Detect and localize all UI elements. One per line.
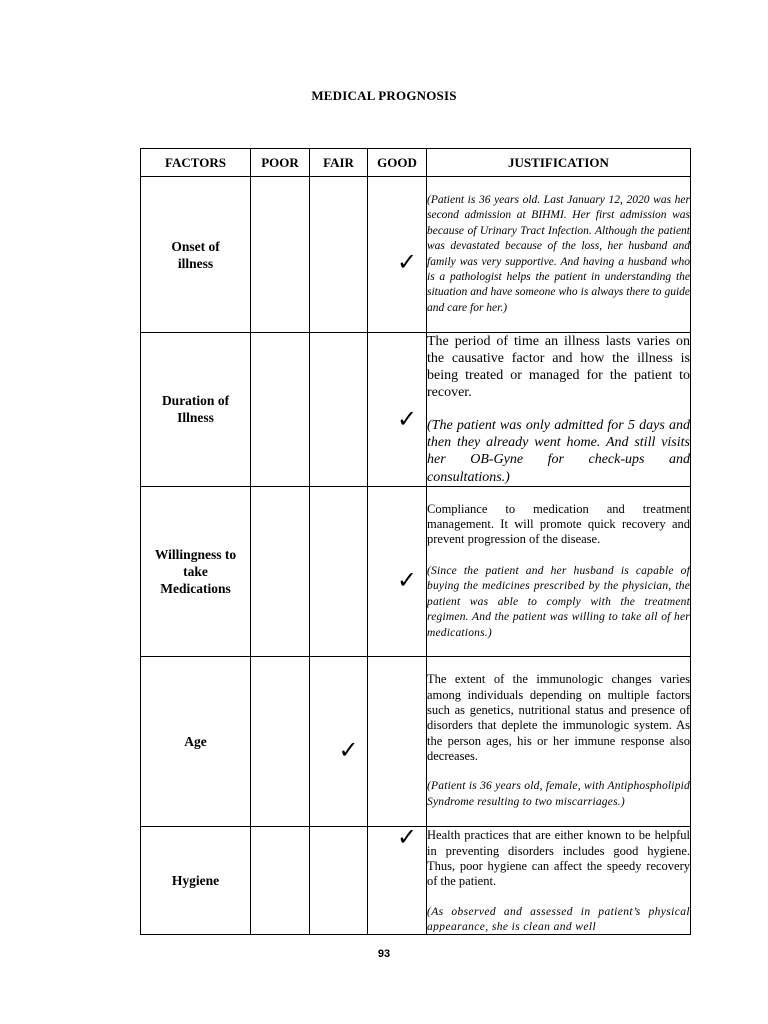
factor-line: Onset of	[171, 238, 220, 254]
justification-note: (The patient was only admitted for 5 days and then they already went home. And still visits her OB-Gyne for check-ups and consultations.)	[427, 418, 690, 485]
justification-note: (Since the patient and her husband is capable of buying the medicines prescribed by the physician, the patient was able to comply with the treatment regimen. And the patient was willing to take all of her medications.)	[427, 564, 690, 639]
justification-note: (As observed and assessed in patient’s physical appearance, she is clean and well	[427, 905, 690, 933]
fair-cell	[310, 656, 368, 826]
table-row	[141, 177, 691, 333]
prognosis-table	[140, 148, 691, 935]
factor-line: Hygiene	[171, 872, 220, 888]
good-cell	[368, 333, 427, 487]
header-good: GOOD	[368, 149, 427, 177]
table-header-row	[141, 149, 691, 177]
fair-cell	[310, 177, 368, 333]
justification-clip	[427, 828, 690, 932]
justification-text: Health practices that are either known to be helpful in preventing disorders includes good hygiene. Thus, poor hygiene can affect the speedy recovery of the patient.	[427, 828, 690, 889]
factor-line: Duration of	[161, 393, 230, 409]
factor-cell	[141, 333, 251, 487]
factor-cell	[141, 656, 251, 826]
factor-cell	[141, 177, 251, 333]
table-row	[141, 656, 691, 826]
fair-cell	[310, 486, 368, 656]
fair-cell	[310, 333, 368, 487]
factor-line: Medications	[160, 580, 231, 596]
justification-note: (Patient is 36 years old, female, with Antiphospholipid Syndrome resulting to two miscarriages.)	[427, 780, 690, 808]
good-cell	[368, 486, 427, 656]
poor-cell	[251, 333, 310, 487]
header-factors: FACTORS	[141, 149, 251, 177]
factor-line: Age	[184, 733, 207, 749]
factor-line: take	[183, 563, 208, 579]
poor-cell	[251, 486, 310, 656]
fair-cell	[310, 826, 368, 934]
page-title: MEDICAL PROGNOSIS	[311, 88, 457, 103]
check-mark-icon: ✓	[396, 822, 418, 851]
good-cell	[368, 822, 427, 934]
header-justification: JUSTIFICATION	[427, 149, 691, 177]
justification-cell	[427, 486, 691, 656]
check-mark-icon: ✓	[396, 404, 418, 433]
factor-line: Willingness to	[154, 546, 237, 562]
justification-text: (Patient is 36 years old. Last January 12, 2020 was her second admission at BIHMI. Her first admission was because of Urinary Tract Infection. Although the patient was devastated because of the loss, her husband and family was very supportive. And having a husband who is a pathologist helps the patient in understanding the situation and have someone who is always there to guide and care for her.)	[427, 193, 690, 314]
good-cell	[368, 656, 427, 826]
justification-cell	[427, 333, 691, 487]
table-row	[141, 826, 691, 934]
poor-cell	[251, 177, 310, 333]
header-poor: POOR	[251, 149, 310, 177]
poor-cell	[251, 656, 310, 826]
factor-line: illness	[177, 255, 214, 271]
page-number: 93	[377, 948, 391, 960]
check-mark-icon: ✓	[338, 735, 359, 764]
justification-cell	[427, 826, 691, 934]
factor-line: Illness	[177, 410, 214, 426]
good-cell	[368, 177, 427, 333]
justification-cell	[427, 656, 691, 826]
factor-cell	[141, 486, 251, 656]
factor-cell	[141, 826, 251, 934]
header-fair: FAIR	[310, 149, 368, 177]
justification-text: The period of time an illness lasts varies on the causative factor and how the illness is being treated or managed for the patient to recover.	[427, 334, 690, 400]
check-mark-icon: ✓	[396, 565, 418, 594]
justification-text: The extent of the immunologic changes varies among individuals depending on multiple factors such as genetics, nutritional status and presence of disorders that deplete the immunologic system. As the person ages, his or her immune response also decreases.	[427, 672, 690, 763]
table-row	[141, 333, 691, 487]
table-row	[141, 486, 691, 656]
justification-cell	[427, 177, 691, 333]
poor-cell	[251, 826, 310, 934]
check-mark-icon: ✓	[396, 248, 418, 276]
justification-text: Compliance to medication and treatment management. It will promote quick recovery and prevent progression of the disease.	[427, 501, 690, 547]
